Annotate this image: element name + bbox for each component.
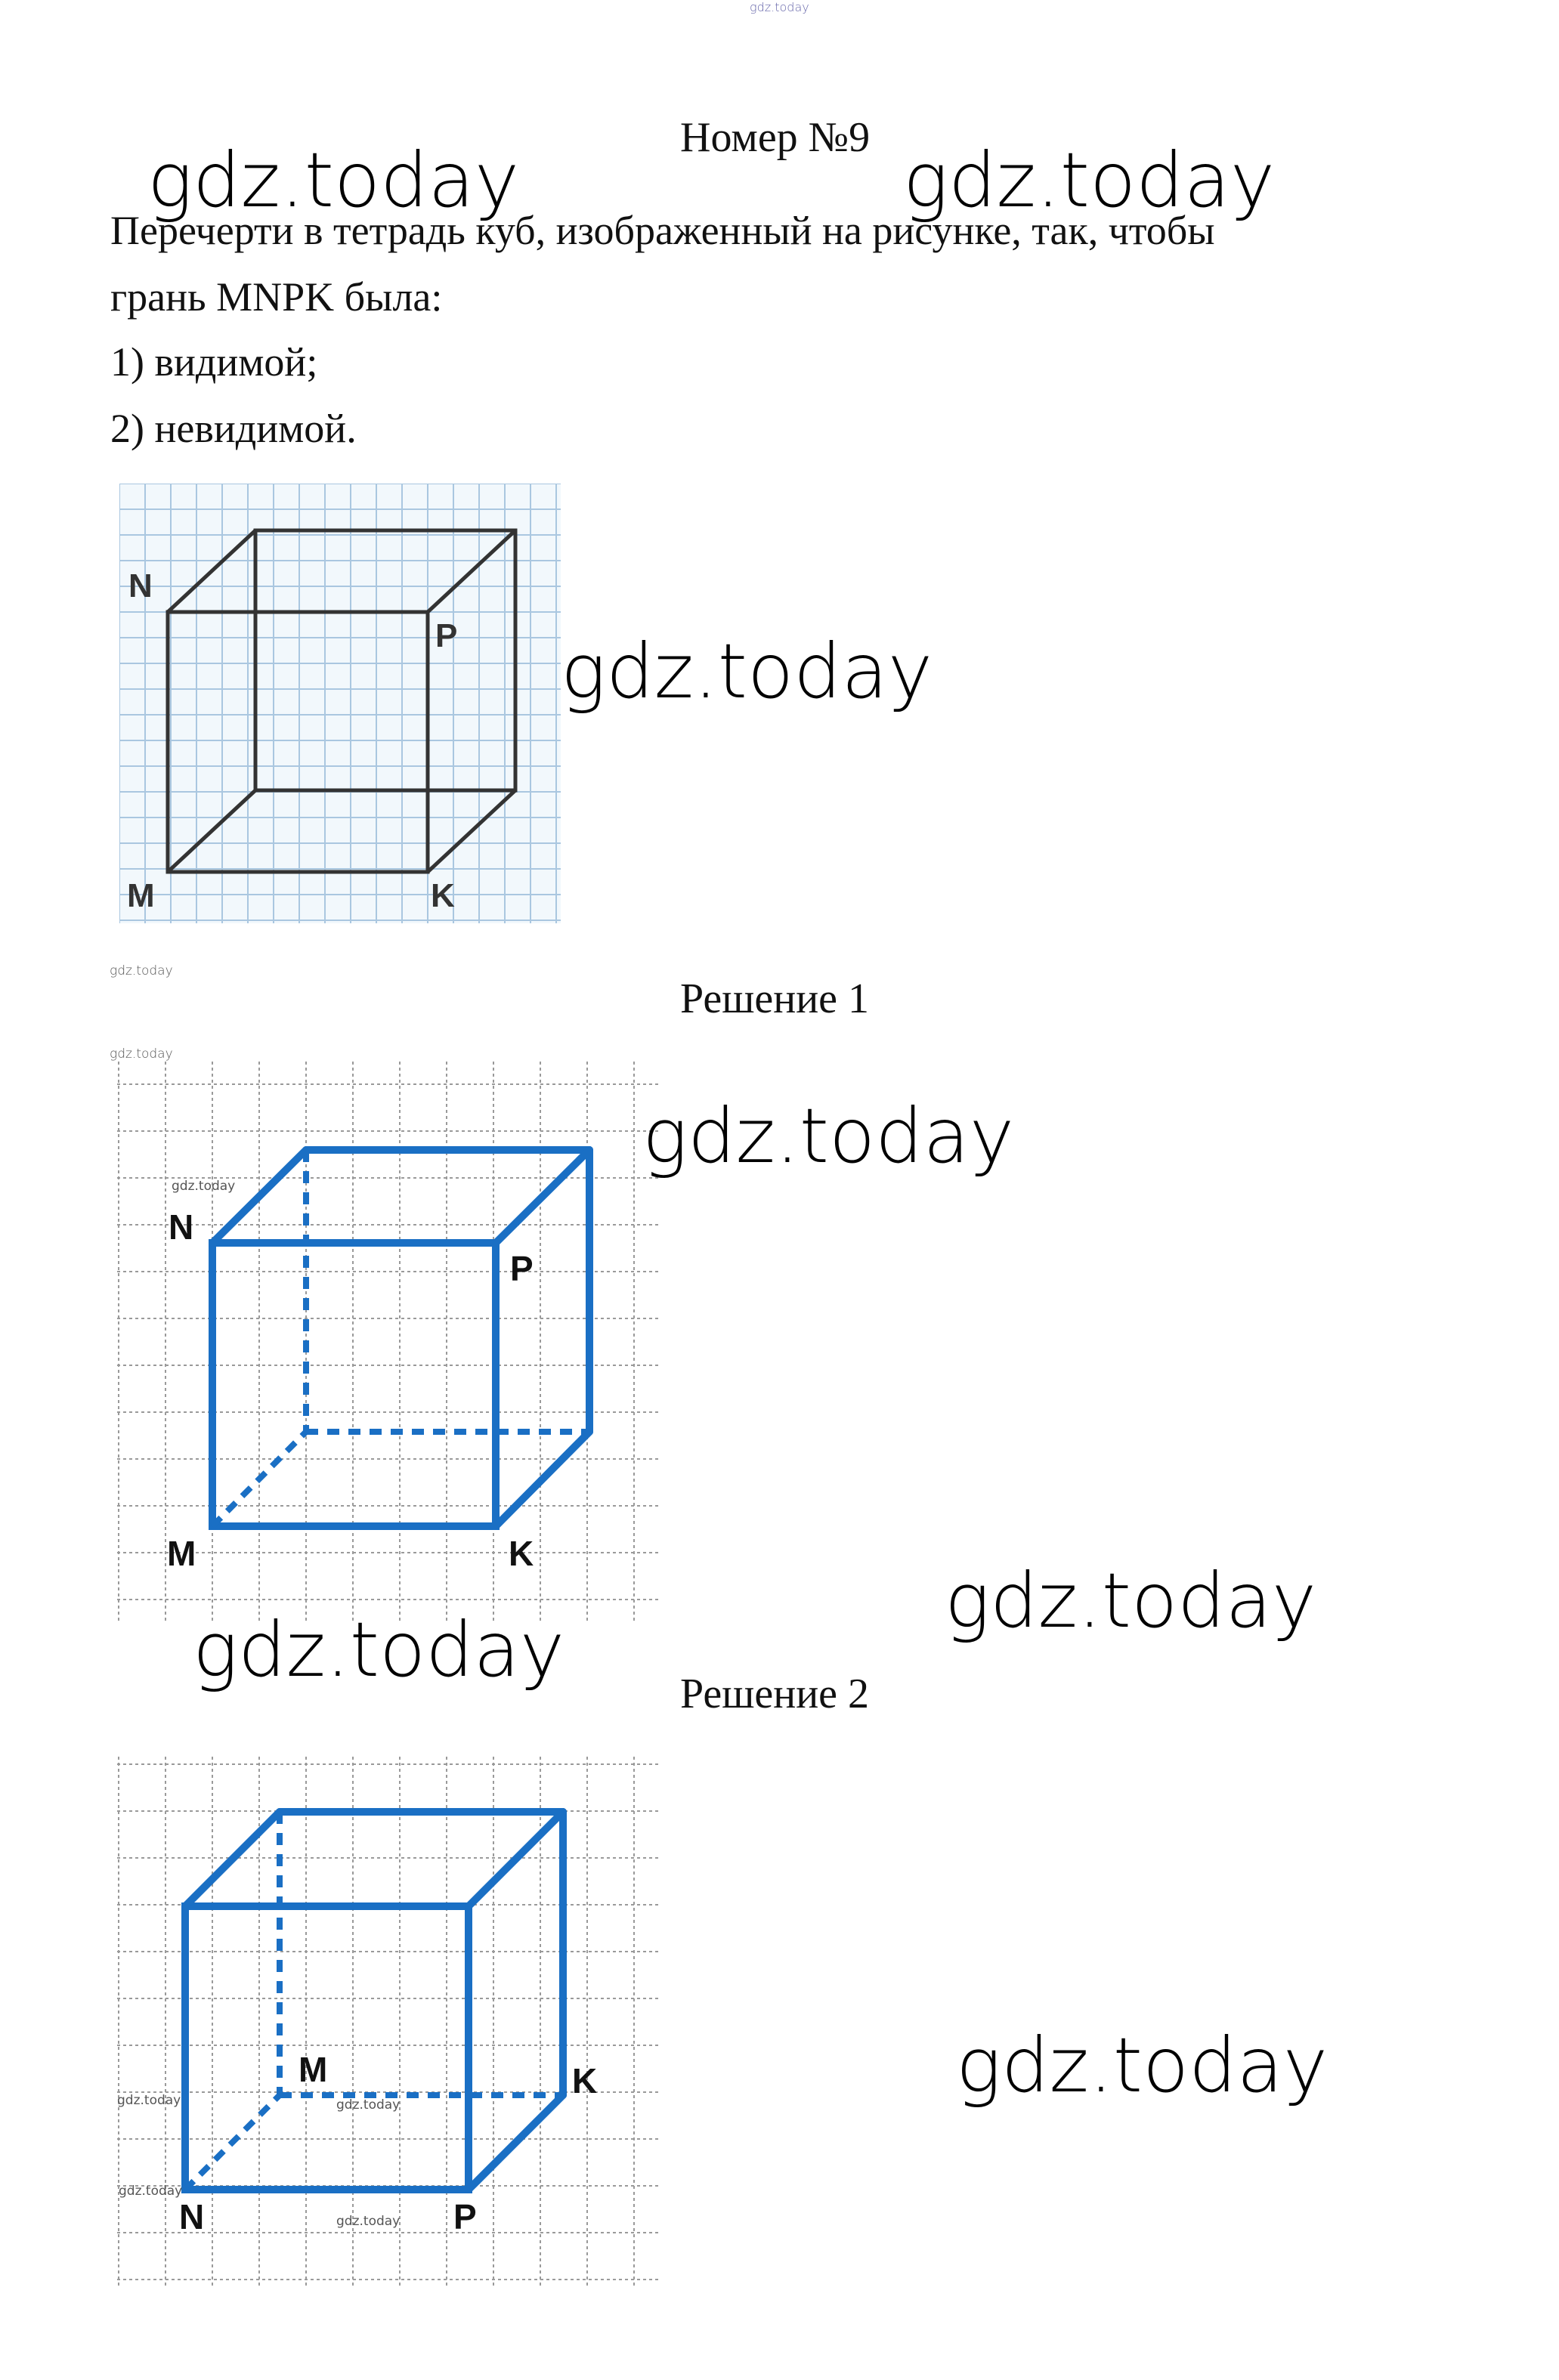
solution-1-label-n: N: [169, 1207, 194, 1247]
original-label-k: K: [431, 877, 455, 914]
solution-2-label-m: M: [298, 2050, 328, 2089]
header-watermark: gdz.today: [750, 0, 809, 14]
small-watermark-1: gdz.today: [110, 963, 173, 978]
solution-1-label-k: K: [509, 1534, 534, 1573]
solution-2-small-watermark-1: gdz.today: [117, 2093, 181, 2108]
task-line-1: Перечерти в тетрадь куб, изображенный на рисунке, так, чтобы: [110, 208, 1215, 253]
solution-2-figure: [117, 1757, 661, 2286]
solution-1-cube-visible: [212, 1150, 589, 1526]
solution-1-label-m: M: [167, 1534, 196, 1573]
task-line-2: грань MNPK была:: [110, 274, 443, 320]
solution-1-figure: [117, 1062, 661, 1621]
watermark-1: gdz.today: [147, 136, 520, 224]
original-label-p: P: [435, 617, 458, 654]
page-title: Номер №9: [680, 114, 871, 161]
small-watermark-2: gdz.today: [110, 1046, 173, 1062]
original-cube-figure: [119, 484, 561, 923]
task-item-2: 2) невидимой.: [110, 406, 357, 451]
watermark-6: gdz.today: [193, 1606, 565, 1694]
watermark-4: gdz.today: [642, 1092, 1015, 1180]
watermark-7: gdz.today: [956, 2021, 1329, 2110]
solution-2-label-n: N: [179, 2197, 205, 2236]
watermark-3: gdz.today: [561, 627, 933, 716]
solution-2-small-watermark-4: gdz.today: [336, 2214, 401, 2229]
watermark-5: gdz.today: [945, 1556, 1317, 1645]
solution-1-label-p: P: [510, 1249, 534, 1288]
original-label-n: N: [128, 567, 153, 604]
solution-2-small-watermark-3: gdz.today: [119, 2184, 183, 2199]
solution-2-label-k: K: [572, 2061, 598, 2100]
solution-1-small-watermark: gdz.today: [172, 1179, 236, 1194]
solution-2-cube-visible: [185, 1812, 563, 2190]
task-item-1: 1) видимой;: [110, 339, 318, 385]
solution-1-title: Решение 1: [680, 975, 870, 1022]
solution-2-title: Решение 2: [680, 1671, 870, 1717]
watermark-2: gdz.today: [903, 136, 1276, 224]
solution-1-grid: [117, 1062, 661, 1621]
original-label-m: M: [127, 877, 155, 914]
solution-2-label-p: P: [453, 2197, 477, 2236]
solution-2-small-watermark-2: gdz.today: [336, 2097, 401, 2113]
